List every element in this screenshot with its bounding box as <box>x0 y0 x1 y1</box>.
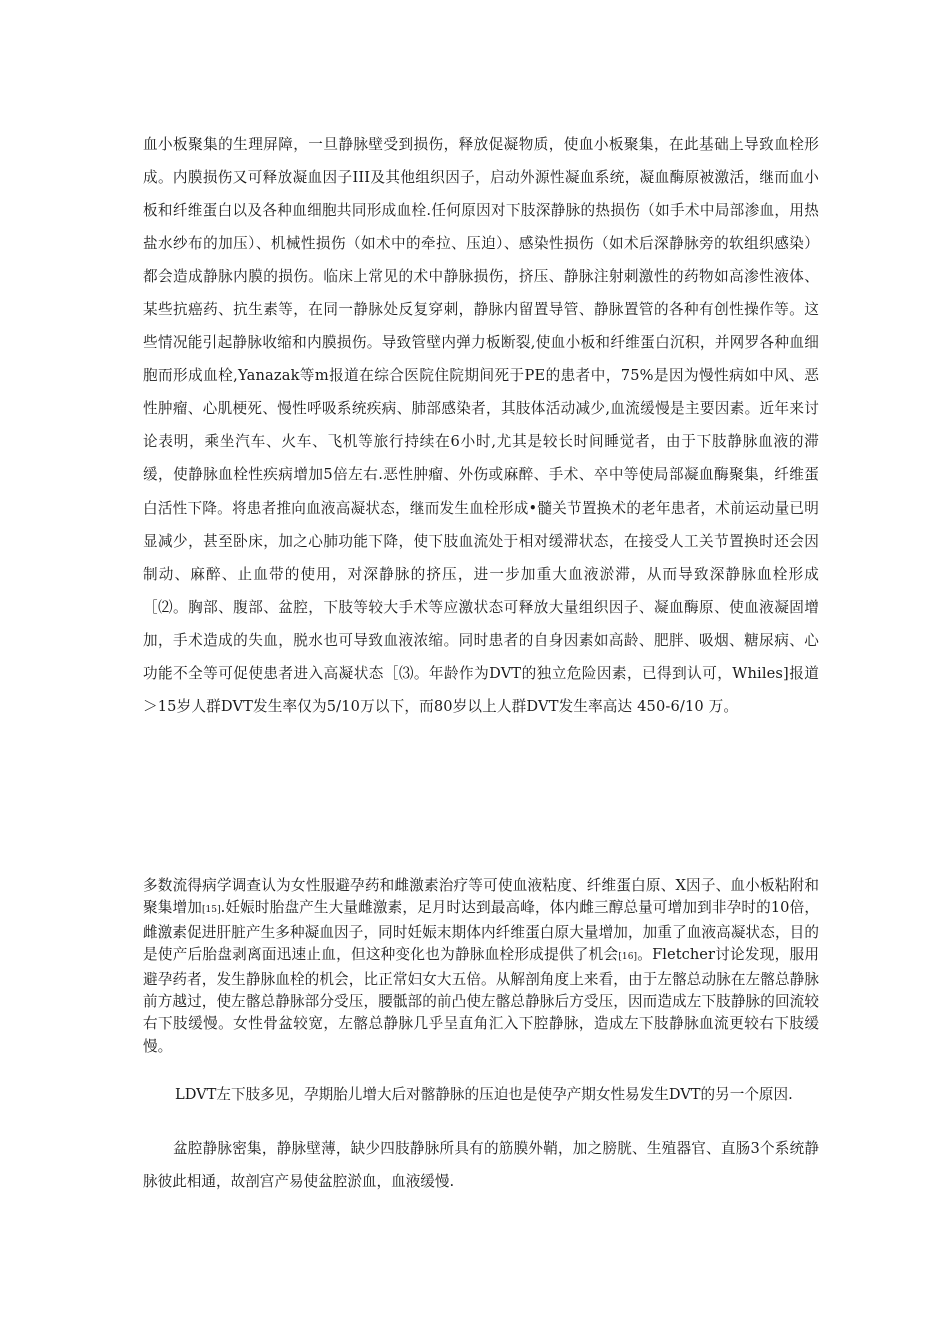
citation-marker: [16] <box>618 952 638 963</box>
paragraph-text: 。Fletcher讨论发现，服用避孕药者，发生静脉血栓的机会，比正常妇女大五倍。从解剖角度上来看，由于左髂总动脉在左髂总静脉前方越过，使左髂总静脉部分受压，腰骶部的前凸使左髂总静脉后方受压，因而造成左下肢静脉的回流较右下肢缓慢。女性骨盆较宽，左髂总静脉几乎呈直角汇入下腔静脉，造成左下肢静脉血流更较右下肢缓慢。 <box>143 946 819 1055</box>
paragraph-hormones-anatomy <box>143 875 819 1058</box>
paragraph-text: 多数流得病学调查认为女性服避孕药和雌激素治疗等可使血液粘度、纤维蛋白原、X因子、血小板粘附和聚集增加 <box>143 877 819 917</box>
paragraph-ldvt: LDVT左下肢多见，孕期胎儿增大后对髂静脉的压迫也是使孕产期女性易发生DVT的另一个原因. <box>175 1086 793 1103</box>
citation-marker: [15] <box>201 905 221 916</box>
paragraph-pelvic-veins: 盆腔静脉密集，静脉壁薄，缺少四肢静脉所具有的筋膜外鞘，加之膀胱、生殖器官、直肠3个系统静脉彼此相通，故剖宫产易使盆腔淤血，血液缓慢. <box>143 1140 819 1191</box>
paragraph-text: .妊娠时胎盘产生大量雌激素，足月时达到最高峰，体内雌三醇总量可增加到非孕时的10倍，雌激素促进肝脏产生多种凝血因子，同时妊娠末期体内纤维蛋白原大量增加，加重了血液高凝状态，目的是使产后胎盘剥离面迅速止血，但这种变化也为静脉血栓形成提供了机会 <box>143 899 820 964</box>
paragraph-vein-injury: 血小板聚集的生理屏障，一旦静脉壁受到损伤，释放促凝物质，使血小板聚集，在此基础上导致血栓形成。内膜损伤又可释放凝血因子III及其他组织因子，启动外源性凝血系统，凝血酶原被激活，继而血小板和纤维蛋白以及各种血细胞共同形成血栓.任何原因对下肢深静脉的热损伤（如手术中局部渗血，用热盐水纱布的加压）、机械性损伤（如术中的牵拉、压迫）、感染性损伤（如术后深静脉旁的软组织感染）都会造成静脉内膜的损伤。临床上常见的术中静脉损伤，挤压、静脉注射刺激性的药物如高渗性液体、某些抗癌药、抗生素等，在同一静脉处反复穿刺，静脉内留置导管、静脉置管的各种有创性操作等。这些情况能引起静脉收缩和内膜损伤。导致管壁内弹力板断裂,使血小板和纤维蛋白沉积，并网罗各种血细胞而形成血栓,Yanazak等m报道在综合医院住院期间死于PE的患者中，75%是因为慢性病如中风、恶性肿瘤、心肌梗死、慢性呼吸系统疾病、肺部感染者，其肢体活动减少,血流缓慢是主要因素。近年来讨论表明，乘坐汽车、火车、飞机等旅行持续在6小时,尤其是较长时间睡觉者，由于下肢静脉血液的滞缓，使静脉血栓性疾病增加5倍左右.恶性肿瘤、外伤或麻醉、手术、卒中等使局部凝血酶聚集，纤维蛋白活性下降。将患者推向血液高凝状态，继而发生血栓形成•髓关节置换术的老年患者，术前运动量已明显减少，甚至卧床，加之心肺功能下降，使下肢血流处于相对缓滞状态，在接受人工关节置换时还会因制动、麻醉、止血带的使用，对深静脉的挤压，进一步加重大血液淤滞，从而导致深静脉血栓形成［⑵。胸部、腹部、盆腔，下肢等较大手术等应激状态可释放大量组织因子、凝血酶原、使血液凝固增加，手术造成的失血，脱水也可导致血液浓缩。同时患者的自身因素如高龄、肥胖、吸烟、糖尿病、心功能不全等可促使患者进入高凝状态［⑶。年龄作为DVT的独立危险因素，已得到认可，Whiles]报道＞15岁人群DVT发生率仅为5/10万以下，而80岁以上人群DVT发生率高达 450-6/10 万。 <box>143 136 819 715</box>
